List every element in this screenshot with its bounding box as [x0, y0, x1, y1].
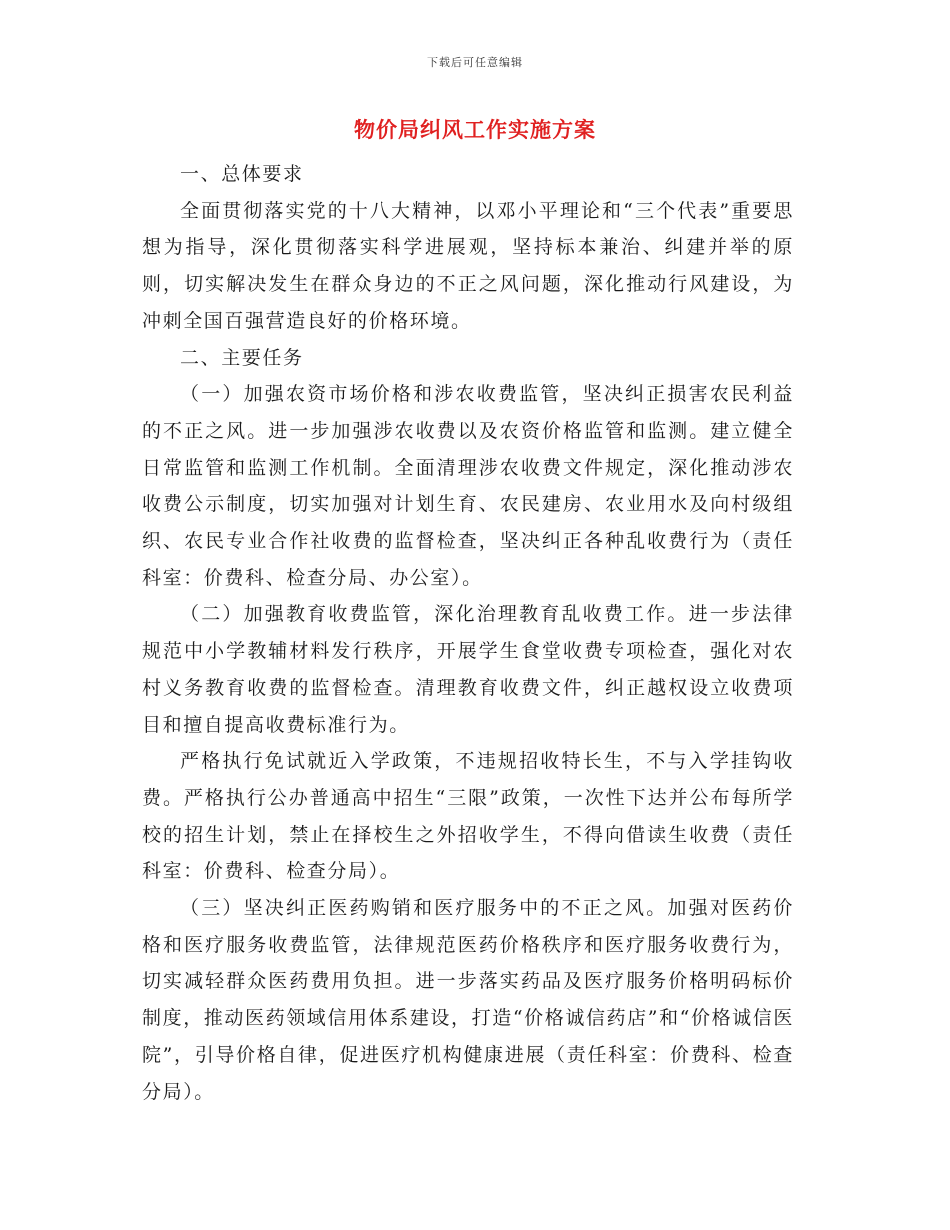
- paragraph-task-agriculture: （一）加强农资市场价格和涉农收费监管，坚决纠正损害农民利益的不正之风。进一步加强涉农收费以及农资价格监管和监测。建立健全日常监管和监测工作机制。全面清理涉农收费文件规定，深化推动涉农收费公示制度，切实加强对计划生育、农民建房、农业用水及向村级组织、农民专业合作社收费的监督检查，坚决纠正各种乱收费行为（责任科室：价费科、检查分局、办公室）。: [142, 383, 794, 589]
- paragraph-general-requirements: 全面贯彻落实党的十八大精神，以邓小平理论和“三个代表”重要思想为指导，深化贯彻落实科学进展观，坚持标本兼治、纠建并举的原则，切实解决发生在群众身边的不正之风问题，深化推动行风建设，为冲刺全国百强营造良好的价格环境。: [142, 199, 794, 332]
- paragraph-task-education: （二）加强教育收费监管，深化治理教育乱收费工作。进一步法律规范中小学教辅材料发行秩序，开展学生食堂收费专项检查，强化对农村义务教育收费的监督检查。清理教育收费文件，纠正越权设立收费项目和擅自提高收费标准行为。: [142, 603, 794, 736]
- section-heading-general-requirements: 一、总体要求: [180, 163, 304, 185]
- paragraph-task-medical: （三）坚决纠正医药购销和医疗服务中的不正之风。加强对医药价格和医疗服务收费监管，法律规范医药价格秩序和医疗服务收费行为，切实减轻群众医药费用负担。进一步落实药品及医疗服务价格明码标价制度，推动医药领域信用体系建设，打造“价格诚信药店”和“价格诚信医院”，引导价格自律，促进医疗机构健康进展（责任科室：价费科、检查分局）。: [142, 897, 794, 1103]
- paragraph-task-education-admission: 严格执行免试就近入学政策，不违规招收特长生，不与入学挂钩收费。严格执行公办普通高中招生“三限”政策，一次性下达并公布每所学校的招生计划，禁止在择校生之外招收学生，不得向借读生收费（责任科室：价费科、检查分局）。: [142, 750, 794, 883]
- document-title: 物价局纠风工作实施方案: [354, 117, 596, 142]
- page-header-note: 下载后可任意编辑: [427, 56, 523, 69]
- document-body: [142, 156, 794, 1110]
- section-heading-main-tasks: 二、主要任务: [180, 346, 304, 369]
